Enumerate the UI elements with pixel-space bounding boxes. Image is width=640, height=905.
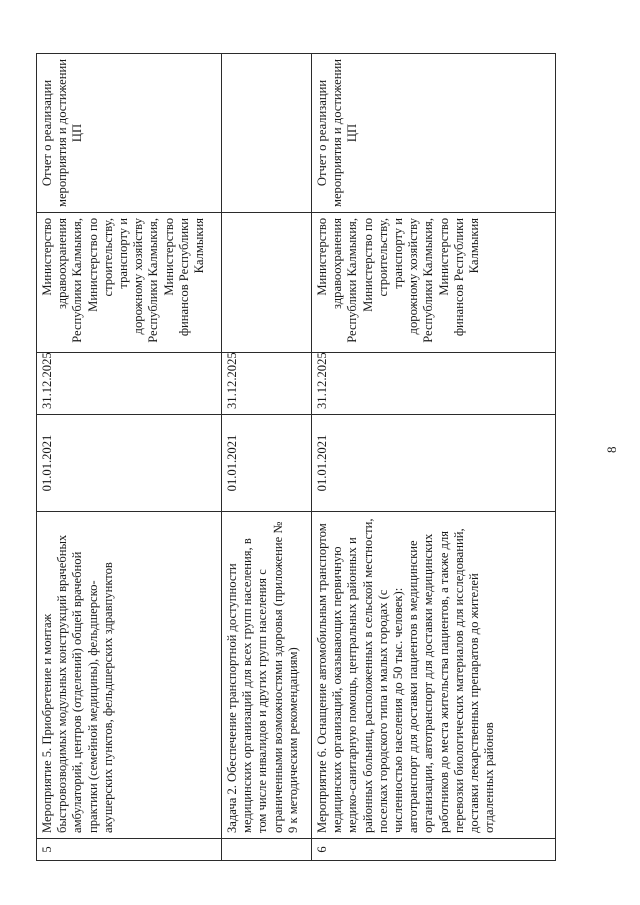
measures-table [36, 53, 556, 861]
expected-result: Отчет о реализации мероприятия и достижении ЦП [312, 54, 556, 213]
responsible-executors: Министерство здравоохранения Республики Калмыкия, Министерство по строительству, транспорту и дорожному хозяйству Республики Калмыкия, Министерство финансов Республики Калмыкия [37, 213, 222, 353]
table-row [222, 54, 312, 861]
row-number: 6 [312, 839, 556, 861]
start-date: 01.01.2021 [222, 415, 312, 512]
expected-result [222, 54, 312, 213]
end-date: 31.12.2025 [222, 353, 312, 415]
table-row [37, 54, 222, 861]
measure-description: Мероприятие 5. Приобретение и монтаж быстровозводимых модульных конструкций врачебных амбулаторий, центров (отделений) общей врачебной практики (семейной медицины), фельдшерско-акушерских пунктов, фельдшерских здравпунктов [37, 512, 222, 839]
start-date: 01.01.2021 [312, 415, 556, 512]
end-date: 31.12.2025 [37, 353, 222, 415]
responsible-executors: Министерство здравоохранения Республики Калмыкия, Министерство по строительству, транспорту и дорожному хозяйству Республики Калмыкия, Министерство финансов Республики Калмыкия [312, 213, 556, 353]
table-row [312, 54, 556, 861]
row-number [222, 839, 312, 861]
end-date: 31.12.2025 [312, 353, 556, 415]
row-number: 5 [37, 839, 222, 861]
page-number: 8 [604, 446, 619, 453]
measure-description: Мероприятие 6. Оснащение автомобильным транспортом медицинских организаций, оказывающих первичную медико-санитарную помощь, центральных районных и районных больниц, расположенных в сельской местности, поселках городского типа и малых городах (с численностью населения до 50 тыс. человек): автотранспорт для доставки пациентов в медицинские организации, автотранспорт для доставки медицинских работников до места жительства пациентов, а также для перевозки биологических материалов для исследований, доставки лекарственных препаратов до жителей отдаленных районов [312, 512, 556, 839]
task-description: Задача 2. Обеспечение транспортной доступности медицинских организаций для всех групп населения, в том числе инвалидов и других групп населения с ограниченными возможностями здоровья (приложение № 9 к методическим рекомендациям) [222, 512, 312, 839]
expected-result: Отчет о реализации мероприятия и достижении ЦП [37, 54, 222, 213]
responsible-executors [222, 213, 312, 353]
start-date: 01.01.2021 [37, 415, 222, 512]
